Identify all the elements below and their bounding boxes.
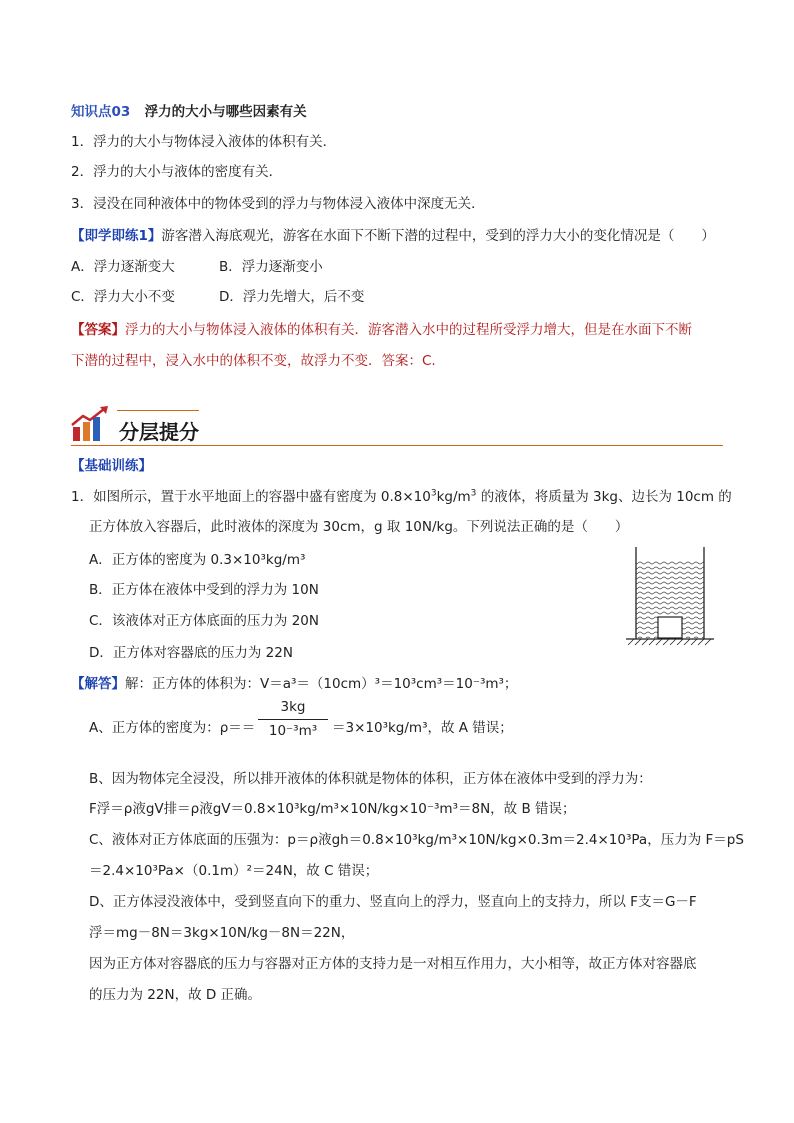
question-1-line1 (71, 488, 732, 506)
solution-b-line2: F浮＝ρ液gV排＝ρ液gV＝0.8×10³kg/m³×10N/kg×10⁻³m³＝8N，故 B 错误； (89, 801, 576, 817)
knowledge-point-1: 1．浮力的大小与物体浸入液体的体积有关． (71, 134, 337, 150)
practice-tag: 【即学即练1】 (71, 228, 162, 244)
practice-options-ab (71, 258, 323, 276)
knowledge-heading-label: 知识点03 (71, 104, 131, 120)
fraction-denominator: 10⁻³m³ (268, 723, 318, 739)
practice-option-c: C．浮力大小不变 (71, 289, 175, 305)
question-1-option-b: B．正方体在液体中受到的浮力为 10N (89, 582, 319, 598)
practice-question (71, 227, 715, 245)
practice-options-cd (71, 288, 365, 306)
growth-chart-icon (71, 405, 111, 443)
question-1-text-a: 1．如图所示，置于水平地面上的容器中盛有密度为 0.8×10 (71, 489, 431, 505)
solution-d-line1: D、正方体浸没液体中，受到竖直向下的重力、竖直向上的浮力，竖直向上的支持力，所以 F支＝G－F (89, 894, 697, 910)
solution-b-line1: B、因为物体完全浸没，所以排开液体的体积就是物体的体积，正方体在液体中受到的浮力为： (89, 771, 652, 787)
basic-training-tag: 【基础训练】 (71, 458, 152, 474)
knowledge-heading (71, 103, 307, 121)
knowledge-heading-text: 浮力的大小与哪些因素有关 (144, 104, 307, 120)
solution-c-line1: C、液体对正方体底面的压强为：p＝ρ液gh＝0.8×10³kg/m³×10N/kg×0.3m＝2.4×10³Pa，压力为 F＝pS (89, 832, 744, 848)
question-1-text-b: kg/m (436, 489, 471, 505)
knowledge-point-3: 3．浸没在同种液体中的物体受到的浮力与物体浸入液体中深度无关． (71, 196, 485, 212)
practice-answer-line1 (71, 321, 692, 339)
practice-answer-line2: 下潜的过程中，浸入水中的体积不变，故浮力不变．答案：C. (71, 353, 436, 369)
section-rule (71, 445, 723, 446)
solution-c-line2: ＝2.4×10³Pa×（0.1m）²＝24N，故 C 错误； (89, 863, 379, 879)
practice-answer-text1: 浮力的大小与物体浸入液体的体积有关．游客潜入水中的过程所受浮力增大，但是在水面下不断 (125, 322, 692, 338)
ground-hatch (628, 639, 711, 645)
knowledge-point-2: 2．浮力的大小与液体的密度有关． (71, 164, 283, 180)
fraction-bar (258, 719, 328, 720)
practice-option-a: A．浮力逐渐变大 (71, 259, 175, 275)
section-top-rule (117, 410, 199, 411)
solution-d-line4: 的压力为 22N，故 D 正确。 (89, 987, 262, 1003)
solution-line1 (71, 675, 517, 693)
question-1-option-d: D．正方体对容器底的压力为 22N (89, 645, 293, 661)
question-1-line2: 正方体放入容器后，此时液体的深度为 30cm，g 取 10N/kg。下列说法正确的是（ ） (89, 519, 629, 535)
question-1-option-a: A．正方体的密度为 0.3×10³kg/m³ (89, 552, 306, 568)
solution-a-post: ＝3×10³kg/m³，故 A 错误； (332, 720, 513, 736)
container-diagram (622, 545, 714, 649)
solution-d-line3: 因为正方体对容器底的压力与容器对正方体的支持力是一对相互作用力，大小相等，故正方体对容器底 (89, 956, 697, 972)
practice-option-b: B．浮力逐渐变小 (219, 259, 323, 275)
practice-answer-tag: 【答案】 (71, 322, 125, 338)
question-1-text-c: 的液体，将质量为 3kg、边长为 10cm 的 (476, 489, 732, 505)
fraction-numerator: 3kg (280, 699, 306, 715)
solution-tag: 【解答】 (71, 676, 125, 692)
density-fraction (258, 699, 328, 745)
solution-volume: 解：正方体的体积为：V＝a³＝（10cm）³＝10³cm³＝10⁻³m³； (125, 676, 518, 692)
section-title: 分层提分 (119, 420, 199, 444)
question-1-option-c: C．该液体对正方体底面的压力为 20N (89, 613, 319, 629)
cube (658, 617, 682, 638)
practice-question-text: 游客潜入海底观光，游客在水面下不断下潜的过程中，受到的浮力大小的变化情况是（ ） (161, 228, 715, 244)
practice-option-d: D．浮力先增大，后不变 (219, 289, 365, 305)
solution-d-line2: 浮＝mg－8N＝3kg×10N/kg－8N＝22N， (89, 925, 355, 941)
question-1-sup2: 3 (470, 488, 477, 499)
solution-a-pre: A、正方体的密度为：ρ＝＝ (89, 720, 256, 736)
question-1-sup1: 3 (430, 488, 437, 499)
